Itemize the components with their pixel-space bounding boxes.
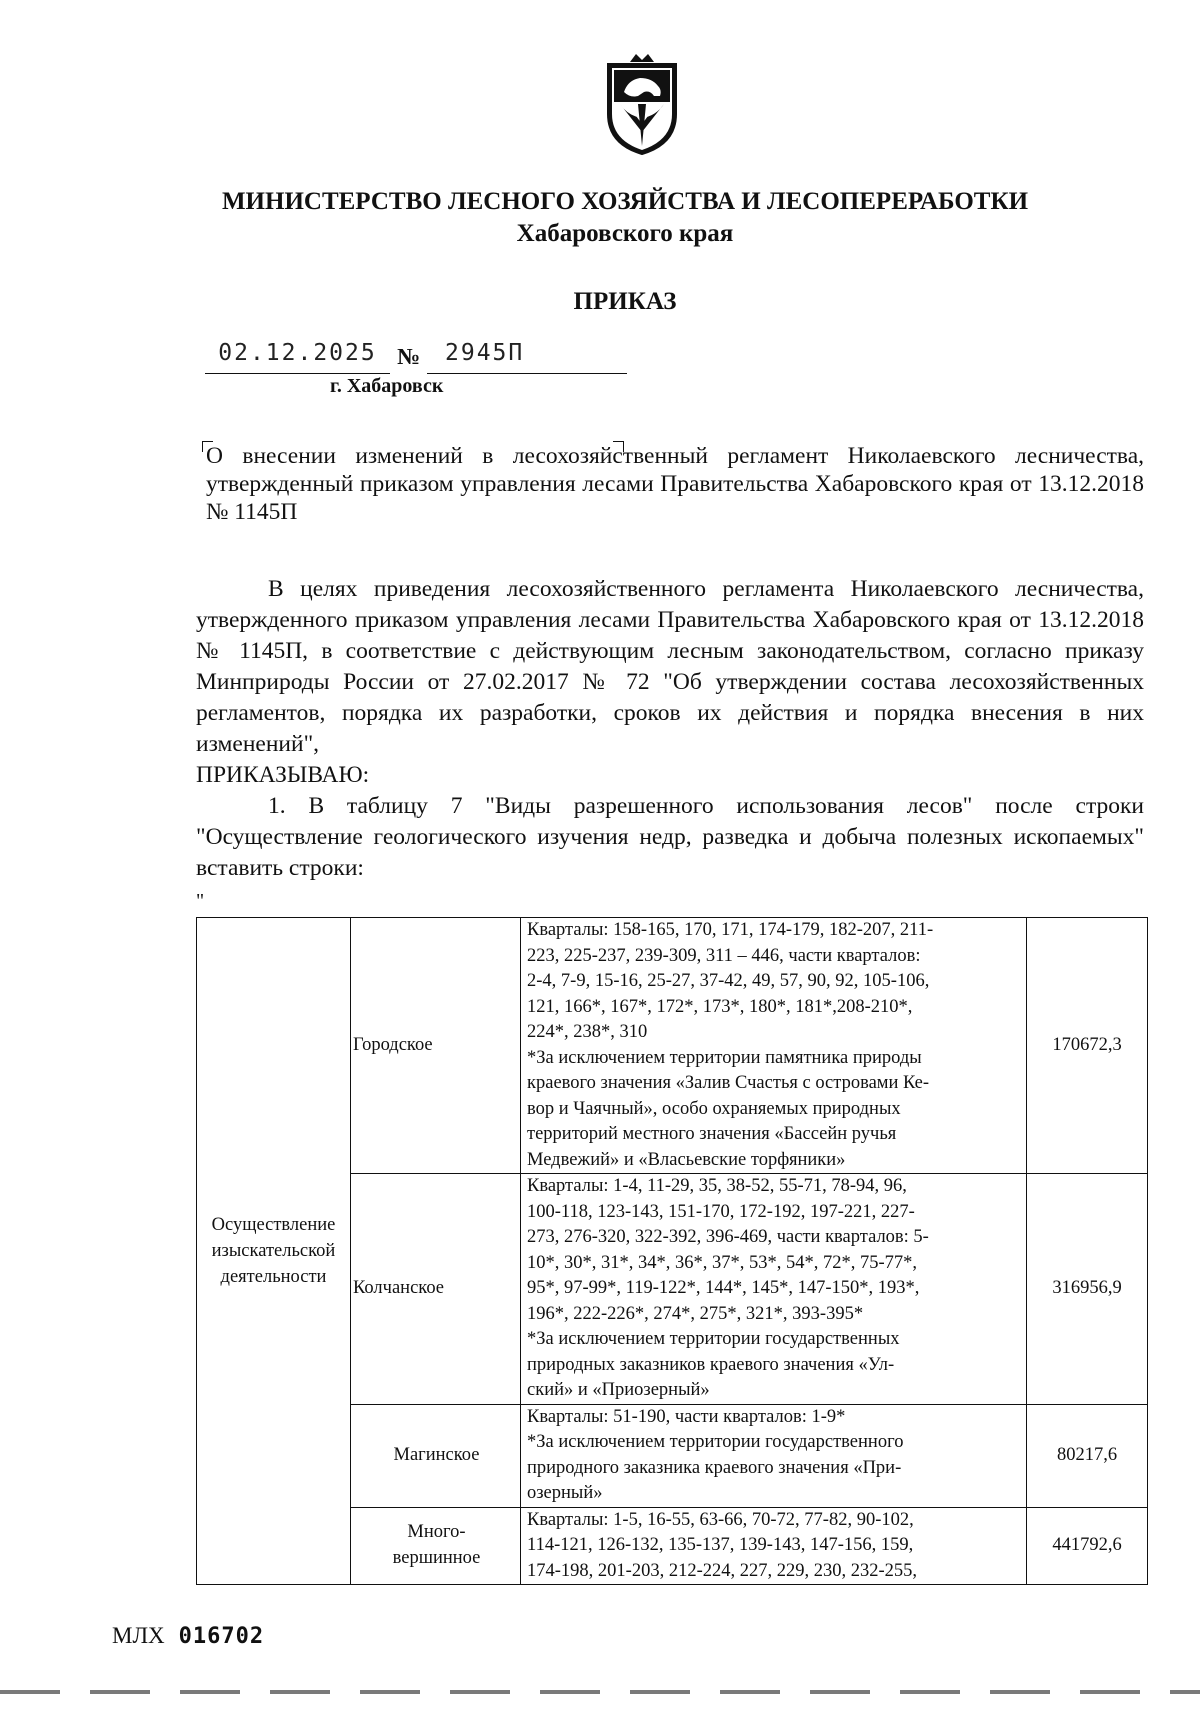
forestry-cell: Много- вершинное	[351, 1507, 521, 1585]
forestry-cell: Колчанское	[351, 1174, 521, 1405]
ministry-region: Хабаровского края	[516, 220, 734, 247]
form-serial	[112, 1623, 264, 1649]
form-serial-number: 016702	[178, 1624, 265, 1649]
activity-cell: Осуществление изыскательской деятельности	[197, 918, 351, 1585]
item-1: 1. В таблицу 7 "Виды разрешенного использования лесов" после строки "Осуществление геологического изучения недр, разведка и добыча полезных ископаемых" вставить строки:	[196, 793, 1144, 881]
number-sign: №	[397, 344, 421, 369]
open-quote: "	[196, 890, 205, 912]
table-row	[197, 918, 1148, 1174]
date-number-line	[205, 340, 630, 376]
number-underline	[427, 373, 627, 374]
form-prefix: МЛХ	[112, 1623, 165, 1648]
order-word: ПРИКАЗЫВАЮ:	[196, 762, 370, 788]
forestry-cell: Магинское	[351, 1404, 521, 1507]
document-type: ПРИКАЗ	[573, 288, 677, 315]
city: г. Хабаровск	[330, 375, 444, 397]
date-underline	[205, 373, 390, 374]
scan-edge-marks	[0, 1690, 1200, 1694]
order-body	[196, 574, 1144, 884]
quarters-cell: Кварталы: 158-165, 170, 171, 174-179, 182-207, 211- 223, 225-237, 239-309, 311 – 446, части кварталов: 2-4, 7-9, 15-16, 25-27, 37-42, 49, 57, 90, 92, 105-106, 121, 166*, 167*, 172*, 173*, 180*, 181*,208-210*, 224*, 238*, 310 *За исключением территории памятника природы краевого значения «Залив Счастья с островами Ке- вор и Чаячный», особо охраняемых природных территорий местного значения «Бассейн ручья Медвежий» и «Власьевские торфяники»	[521, 918, 1027, 1174]
area-cell: 170672,3	[1027, 918, 1148, 1174]
order-date: 02.12.2025	[218, 340, 377, 366]
order-number: 2945П	[445, 340, 525, 366]
area-cell: 441792,6	[1027, 1507, 1148, 1585]
coat-of-arms-icon	[600, 52, 684, 156]
forestry-cell: Городское	[351, 918, 521, 1174]
quarters-cell: Кварталы: 51-190, части кварталов: 1-9* *За исключением территории государственного природного заказника краевого значения «При- озерный»	[521, 1404, 1027, 1507]
regulation-table	[196, 917, 1148, 1585]
quarters-cell: Кварталы: 1-4, 11-29, 35, 38-52, 55-71, 78-94, 96, 100-118, 123-143, 151-170, 172-192, 197-221, 227- 273, 276-320, 322-392, 396-469, части кварталов: 5- 10*, 30*, 31*, 34*, 36*, 37*, 53*, 54*, 72*, 75-77*, 95*, 97-99*, 119-122*, 144*, 145*, 147-150*, 193*, 196*, 222-226*, 274*, 275*, 321*, 393-395* *За исключением территории государственных природных заказников краевого значения «Ул- ский» и «Приозерный»	[521, 1174, 1027, 1405]
order-subject: О внесении изменений в лесохозяйственный регламент Николаевского лесничества, утвержденный приказом управления лесами Правительства Хабаровского края от 13.12.2018 № 1145П	[206, 443, 1144, 525]
preamble: В целях приведения лесохозяйственного регламента Николаевского лесничества, утвержденного приказом управления лесами Правительства Хабаровского края от 13.12.2018 № 1145П, в соответствие с действующим лесным законодательством, согласно приказу Минприроды России от 27.02.2017 № 72 "Об утверждении состава лесохозяйственных регламентов, порядка их разработки, сроков их действия и порядка внесения в них изменений",	[196, 576, 1144, 757]
ministry-name: МИНИСТЕРСТВО ЛЕСНОГО ХОЗЯЙСТВА И ЛЕСОПЕРЕРАБОТКИ	[221, 188, 1029, 215]
area-cell: 80217,6	[1027, 1404, 1148, 1507]
quarters-cell: Кварталы: 1-5, 16-55, 63-66, 70-72, 77-82, 90-102, 114-121, 126-132, 135-137, 139-143, 147-156, 159, 174-198, 201-203, 212-224, 227, 229, 230, 232-255,	[521, 1507, 1027, 1585]
ministry-heading	[160, 186, 1090, 250]
area-cell: 316956,9	[1027, 1174, 1148, 1405]
